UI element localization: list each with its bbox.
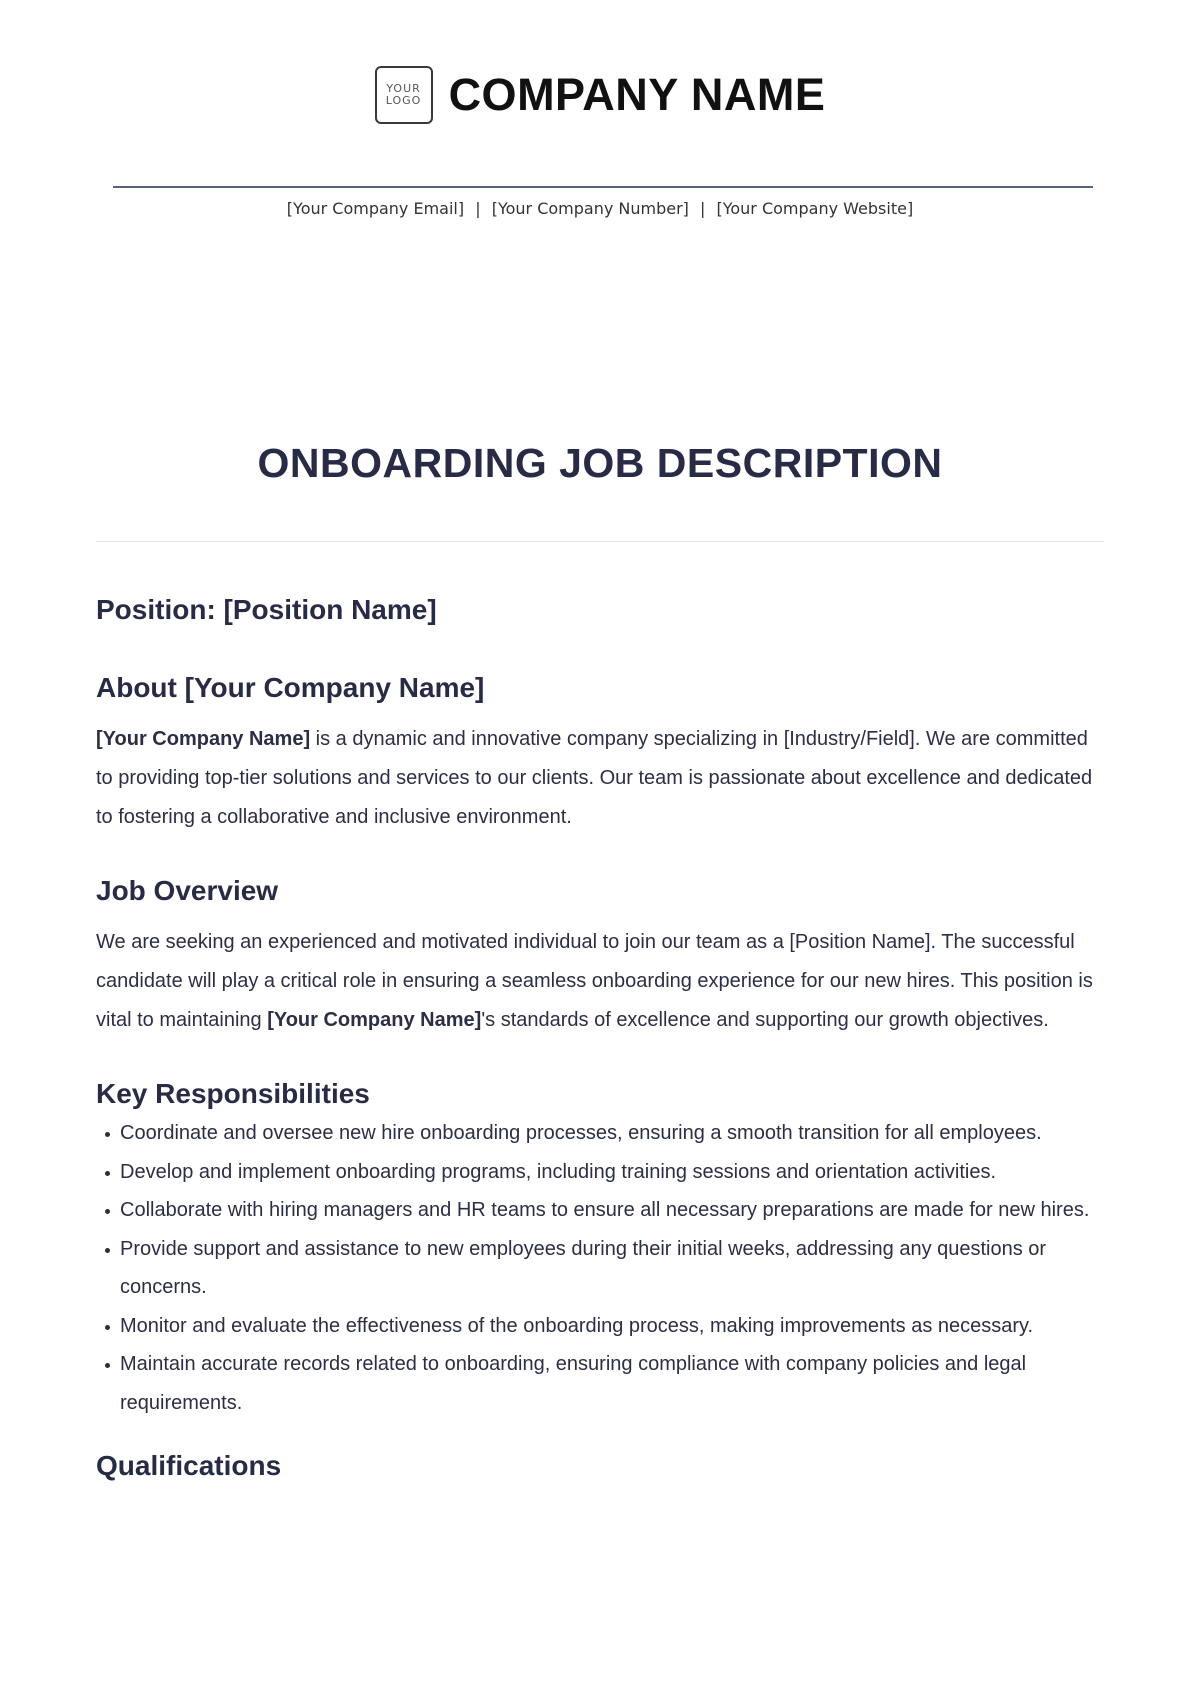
list-item: Monitor and evaluate the effectiveness of the onboarding process, making improvements as necessary. [96,1307,1106,1346]
company-email: [Your Company Email] [286,199,465,218]
company-name-bold: [Your Company Name] [267,1009,482,1031]
list-item: Provide support and assistance to new employees during their initial weeks, addressing any questions or concerns. [96,1230,1106,1307]
logo-text-line2: LOGO [385,94,422,107]
company-number: [Your Company Number] [491,199,689,218]
header-divider [113,186,1093,188]
key-responsibilities-heading: Key Responsibilities [96,1078,370,1109]
company-name: COMPANY NAME [448,69,826,120]
contact-separator: | [700,199,706,218]
contact-separator: | [475,199,481,218]
about-paragraph [96,720,1106,837]
document-body [96,592,1106,1484]
qualifications-heading: Qualifications [96,1450,282,1481]
list-item: Collaborate with hiring managers and HR teams to ensure all necessary preparations are made for new hires. [96,1191,1106,1230]
job-overview-heading: Job Overview [96,875,279,906]
contact-line [0,199,1200,218]
about-heading: About [Your Company Name] [96,672,485,703]
responsibilities-list [96,1114,1106,1422]
list-item: Coordinate and oversee new hire onboarding processes, ensuring a smooth transition for all employees. [96,1114,1106,1153]
document-header [0,60,1200,130]
company-name-bold: [Your Company Name] [96,728,311,750]
list-item: Develop and implement onboarding programs, including training sessions and orientation activities. [96,1153,1106,1192]
document-title: ONBOARDING JOB DESCRIPTION [257,440,943,486]
title-divider [96,541,1104,542]
logo-placeholder [375,66,433,124]
company-website: [Your Company Website] [716,199,914,218]
list-item: Maintain accurate records related to onboarding, ensuring compliance with company policies and legal requirements. [96,1345,1106,1422]
overview-text-after: 's standards of excellence and supporting our growth objectives. [481,1009,1049,1031]
about-text: is a dynamic and innovative company specializing in [Industry/Field]. We are committed to providing top-tier solutions and services to our clients. Our team is passionate about excellence and dedicated to fostering a collaborative and inclusive environment. [96,728,1093,828]
job-overview-paragraph [96,923,1106,1040]
position-heading: Position: [Position Name] [96,594,437,625]
logo-text-line1: YOUR [386,82,421,95]
overview-text-before: We are seeking an experienced and motivated individual to join our team as a [Position Name]. The successful candidate will play a critical role in ensuring a seamless onboarding experience for our new hires. This position is vital to maintaining [96,931,1093,1031]
